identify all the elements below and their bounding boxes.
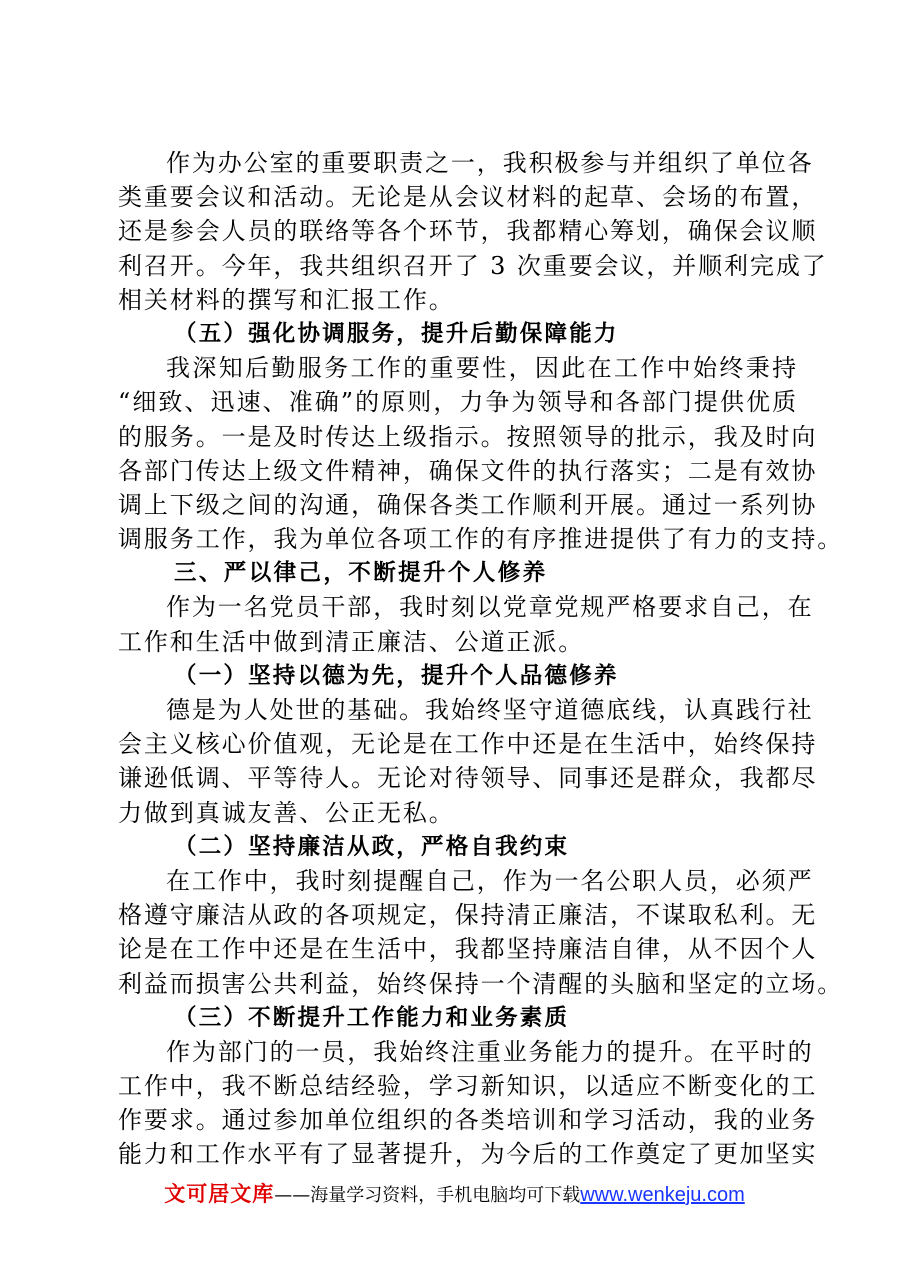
footer-banner (0, 1181, 909, 1209)
paragraph-line: 还是参会人员的联络等各个环节，我都精心筹划，确保会议顺 (118, 217, 818, 246)
paragraph-line: 谦逊低调、平等待人。无论对待领导、同事还是群众，我都尽 (118, 764, 818, 793)
footer-link[interactable]: www.wenkeju.com (580, 1184, 745, 1206)
paragraph-line: 调上下级之间的沟通，确保各类工作顺利开展。通过一系列协 (118, 490, 818, 519)
document-body (118, 146, 844, 1172)
paragraph-line: 各部门传达上级文件精神，确保文件的执行落实；二是有效协 (118, 456, 818, 485)
paragraph (118, 1035, 818, 1172)
paragraph-line: 作为一名党员干部，我时刻以党章党规严格要求自己，在 (166, 593, 814, 622)
paragraph (118, 351, 844, 556)
paragraph-line: 在工作中，我时刻提醒自己，作为一名公职人员，必须严 (166, 866, 814, 895)
paragraph-line: 作为办公室的重要职责之一，我积极参与并组织了单位各 (166, 149, 814, 177)
paragraph-line: 作为部门的一员，我始终注重业务能力的提升。在平时的 (166, 1037, 814, 1066)
paragraph-line: 工作中，我不断总结经验，学习新知识，以适应不断变化的工 (118, 1072, 818, 1101)
paragraph-line: 德是为人处世的基础。我始终坚守道德底线，认真践行社 (166, 696, 814, 724)
paragraph-line: 相关材料的撰写和汇报工作。 (118, 285, 455, 314)
paragraph-line: 能力和工作水平有了显著提升，为今后的工作奠定了更加坚实 (118, 1140, 818, 1169)
section-heading: 三、严以律己，不断提升个人修养 (174, 560, 548, 587)
paragraph-line: 工作和生活中做到清正廉洁、公道正派。 (118, 627, 585, 656)
footer-tagline: ——海量学习资料，手机电脑均可下载 (274, 1185, 581, 1206)
subsection-heading: （三）不断提升工作能力和业务素质 (174, 1004, 570, 1031)
paragraph-line: 利益而损害公共利益，始终保持一个清醒的头脑和坚定的立场。 (118, 969, 844, 998)
paragraph (118, 590, 814, 658)
subsection-heading: （五）强化协调服务，提升后勤保障能力 (174, 320, 619, 347)
subsection-heading: （一）坚持以德为先，提升个人品德修养 (174, 662, 619, 689)
paragraph-line: 会主义核心价值观，无论是在工作中还是在生活中，始终保持 (118, 730, 818, 759)
paragraph-line: 我深知后勤服务工作的重要性，因此在工作中始终秉持 (166, 354, 798, 383)
paragraph-line: 类重要会议和活动。无论是从会议材料的起草、会场的布置， (118, 183, 818, 212)
paragraph (118, 864, 844, 1001)
paragraph-line: 作要求。通过参加单位组织的各类培训和学习活动，我的业务 (118, 1106, 818, 1135)
paragraph-line: 格遵守廉洁从政的各项规定，保持清正廉洁，不谋取私利。无 (118, 901, 818, 930)
paragraph-line: 调服务工作，我为单位各项工作的有序推进提供了有力的支持。 (118, 525, 844, 554)
footer-brand: 文可居文库 (164, 1182, 275, 1206)
paragraph-line: “细致、迅速、准确”的原则，力争为领导和各部门提供优质 (118, 388, 798, 417)
paragraph-line: 力做到真诚友善、公正无私。 (118, 798, 455, 827)
paragraph (118, 693, 818, 830)
paragraph-line: 利召开。今年，我共组织召开了 3 次重要会议，并顺利完成了 (118, 251, 828, 280)
paragraph-line: 的服务。一是及时传达上级指示。按照领导的批示，我及时向 (118, 422, 818, 451)
subsection-heading: （二）坚持廉洁从政，严格自我约束 (174, 833, 570, 860)
paragraph-line: 论是在工作中还是在生活中，我都坚持廉洁自律，从不因个人 (118, 935, 818, 964)
paragraph (118, 146, 828, 317)
